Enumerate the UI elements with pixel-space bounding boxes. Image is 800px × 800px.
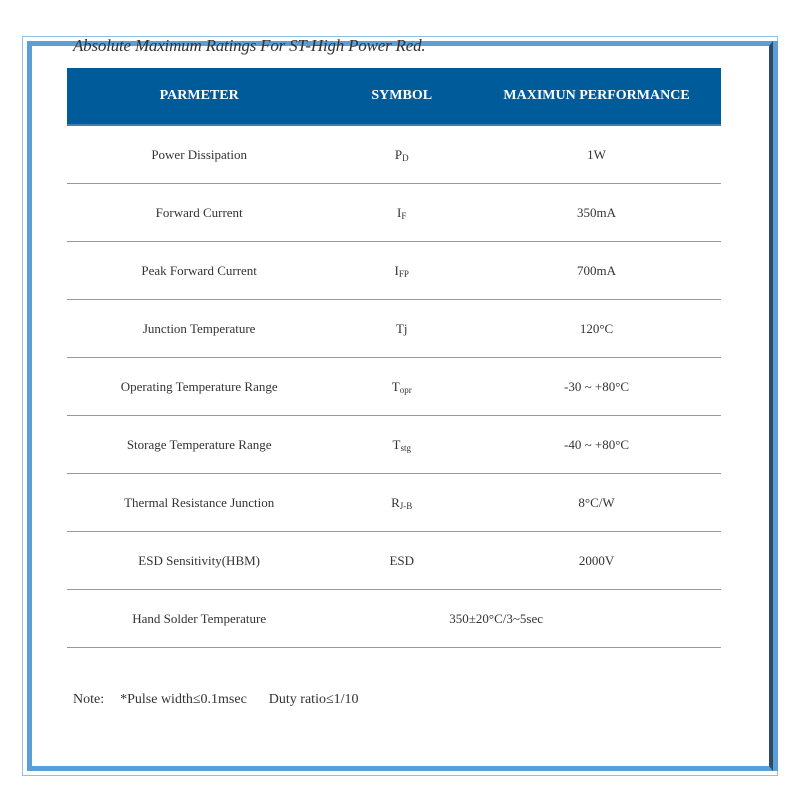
parameter-cell: ESD Sensitivity(HBM): [67, 532, 331, 590]
symbol-cell: [331, 242, 472, 300]
note-label: Note:: [73, 692, 105, 707]
symbol-subscript: FP: [398, 268, 409, 279]
symbol-main: ESD: [389, 552, 414, 568]
symbol-subscript: stg: [400, 442, 411, 453]
parameter-cell: Hand Solder Temperature: [67, 590, 331, 648]
symbol-main: I: [394, 262, 399, 278]
symbol-cell: [331, 474, 472, 532]
symbol-subscript: opr: [399, 384, 412, 395]
symbol-main: Tj: [395, 320, 408, 336]
table-row: [67, 590, 721, 648]
symbol-main: P: [394, 146, 403, 162]
value-cell: 350±20°C/3~5sec: [331, 590, 721, 648]
parameter-cell: Peak Forward Current: [67, 242, 331, 300]
parameter-cell: Power Dissipation: [67, 125, 331, 184]
symbol-subscript: F: [401, 210, 407, 221]
value-cell: 120°C: [472, 300, 721, 358]
value-cell: 350mA: [472, 184, 721, 242]
table-row: [67, 184, 721, 242]
table-row: [67, 300, 721, 358]
ratings-table: [67, 68, 721, 648]
header-max-performance: MAXIMUN PERFORMANCE: [472, 68, 721, 125]
parameter-cell: Junction Temperature: [67, 300, 331, 358]
parameter-cell: Thermal Resistance Junction: [67, 474, 331, 532]
parameter-cell: Storage Temperature Range: [67, 416, 331, 474]
symbol-cell: [331, 184, 472, 242]
value-cell: 1W: [472, 125, 721, 184]
parameter-cell: Forward Current: [67, 184, 331, 242]
symbol-subscript: J-B: [399, 500, 413, 511]
header-parameter: PARMETER: [67, 68, 331, 125]
parameter-cell: Operating Temperature Range: [67, 358, 331, 416]
table-header-row: [67, 68, 721, 125]
symbol-cell: [331, 125, 472, 184]
symbol-cell: [331, 532, 472, 590]
table-row: [67, 358, 721, 416]
symbol-main: R: [391, 494, 400, 510]
document-title: Absolute Maximum Ratings For ST-High Power Red.: [73, 36, 426, 55]
symbol-cell: [331, 300, 472, 358]
table-row: [67, 416, 721, 474]
note-duty: Duty ratio≤1/10: [268, 692, 359, 707]
value-cell: -30 ~ +80°C: [472, 358, 721, 416]
value-cell: 700mA: [472, 242, 721, 300]
symbol-main: T: [391, 378, 400, 394]
value-cell: 2000V: [472, 532, 721, 590]
symbol-main: I: [397, 204, 402, 220]
note: [73, 692, 375, 708]
symbol-main: T: [392, 436, 401, 452]
table-row: [67, 125, 721, 184]
header-symbol: SYMBOL: [331, 68, 472, 125]
note-pulse: *Pulse width≤0.1msec: [120, 692, 247, 707]
table-row: [67, 242, 721, 300]
value-cell: 8°C/W: [472, 474, 721, 532]
symbol-subscript: D: [402, 152, 409, 163]
symbol-cell: [331, 358, 472, 416]
value-cell: -40 ~ +80°C: [472, 416, 721, 474]
symbol-cell: [331, 416, 472, 474]
table-row: [67, 532, 721, 590]
table-row: [67, 474, 721, 532]
